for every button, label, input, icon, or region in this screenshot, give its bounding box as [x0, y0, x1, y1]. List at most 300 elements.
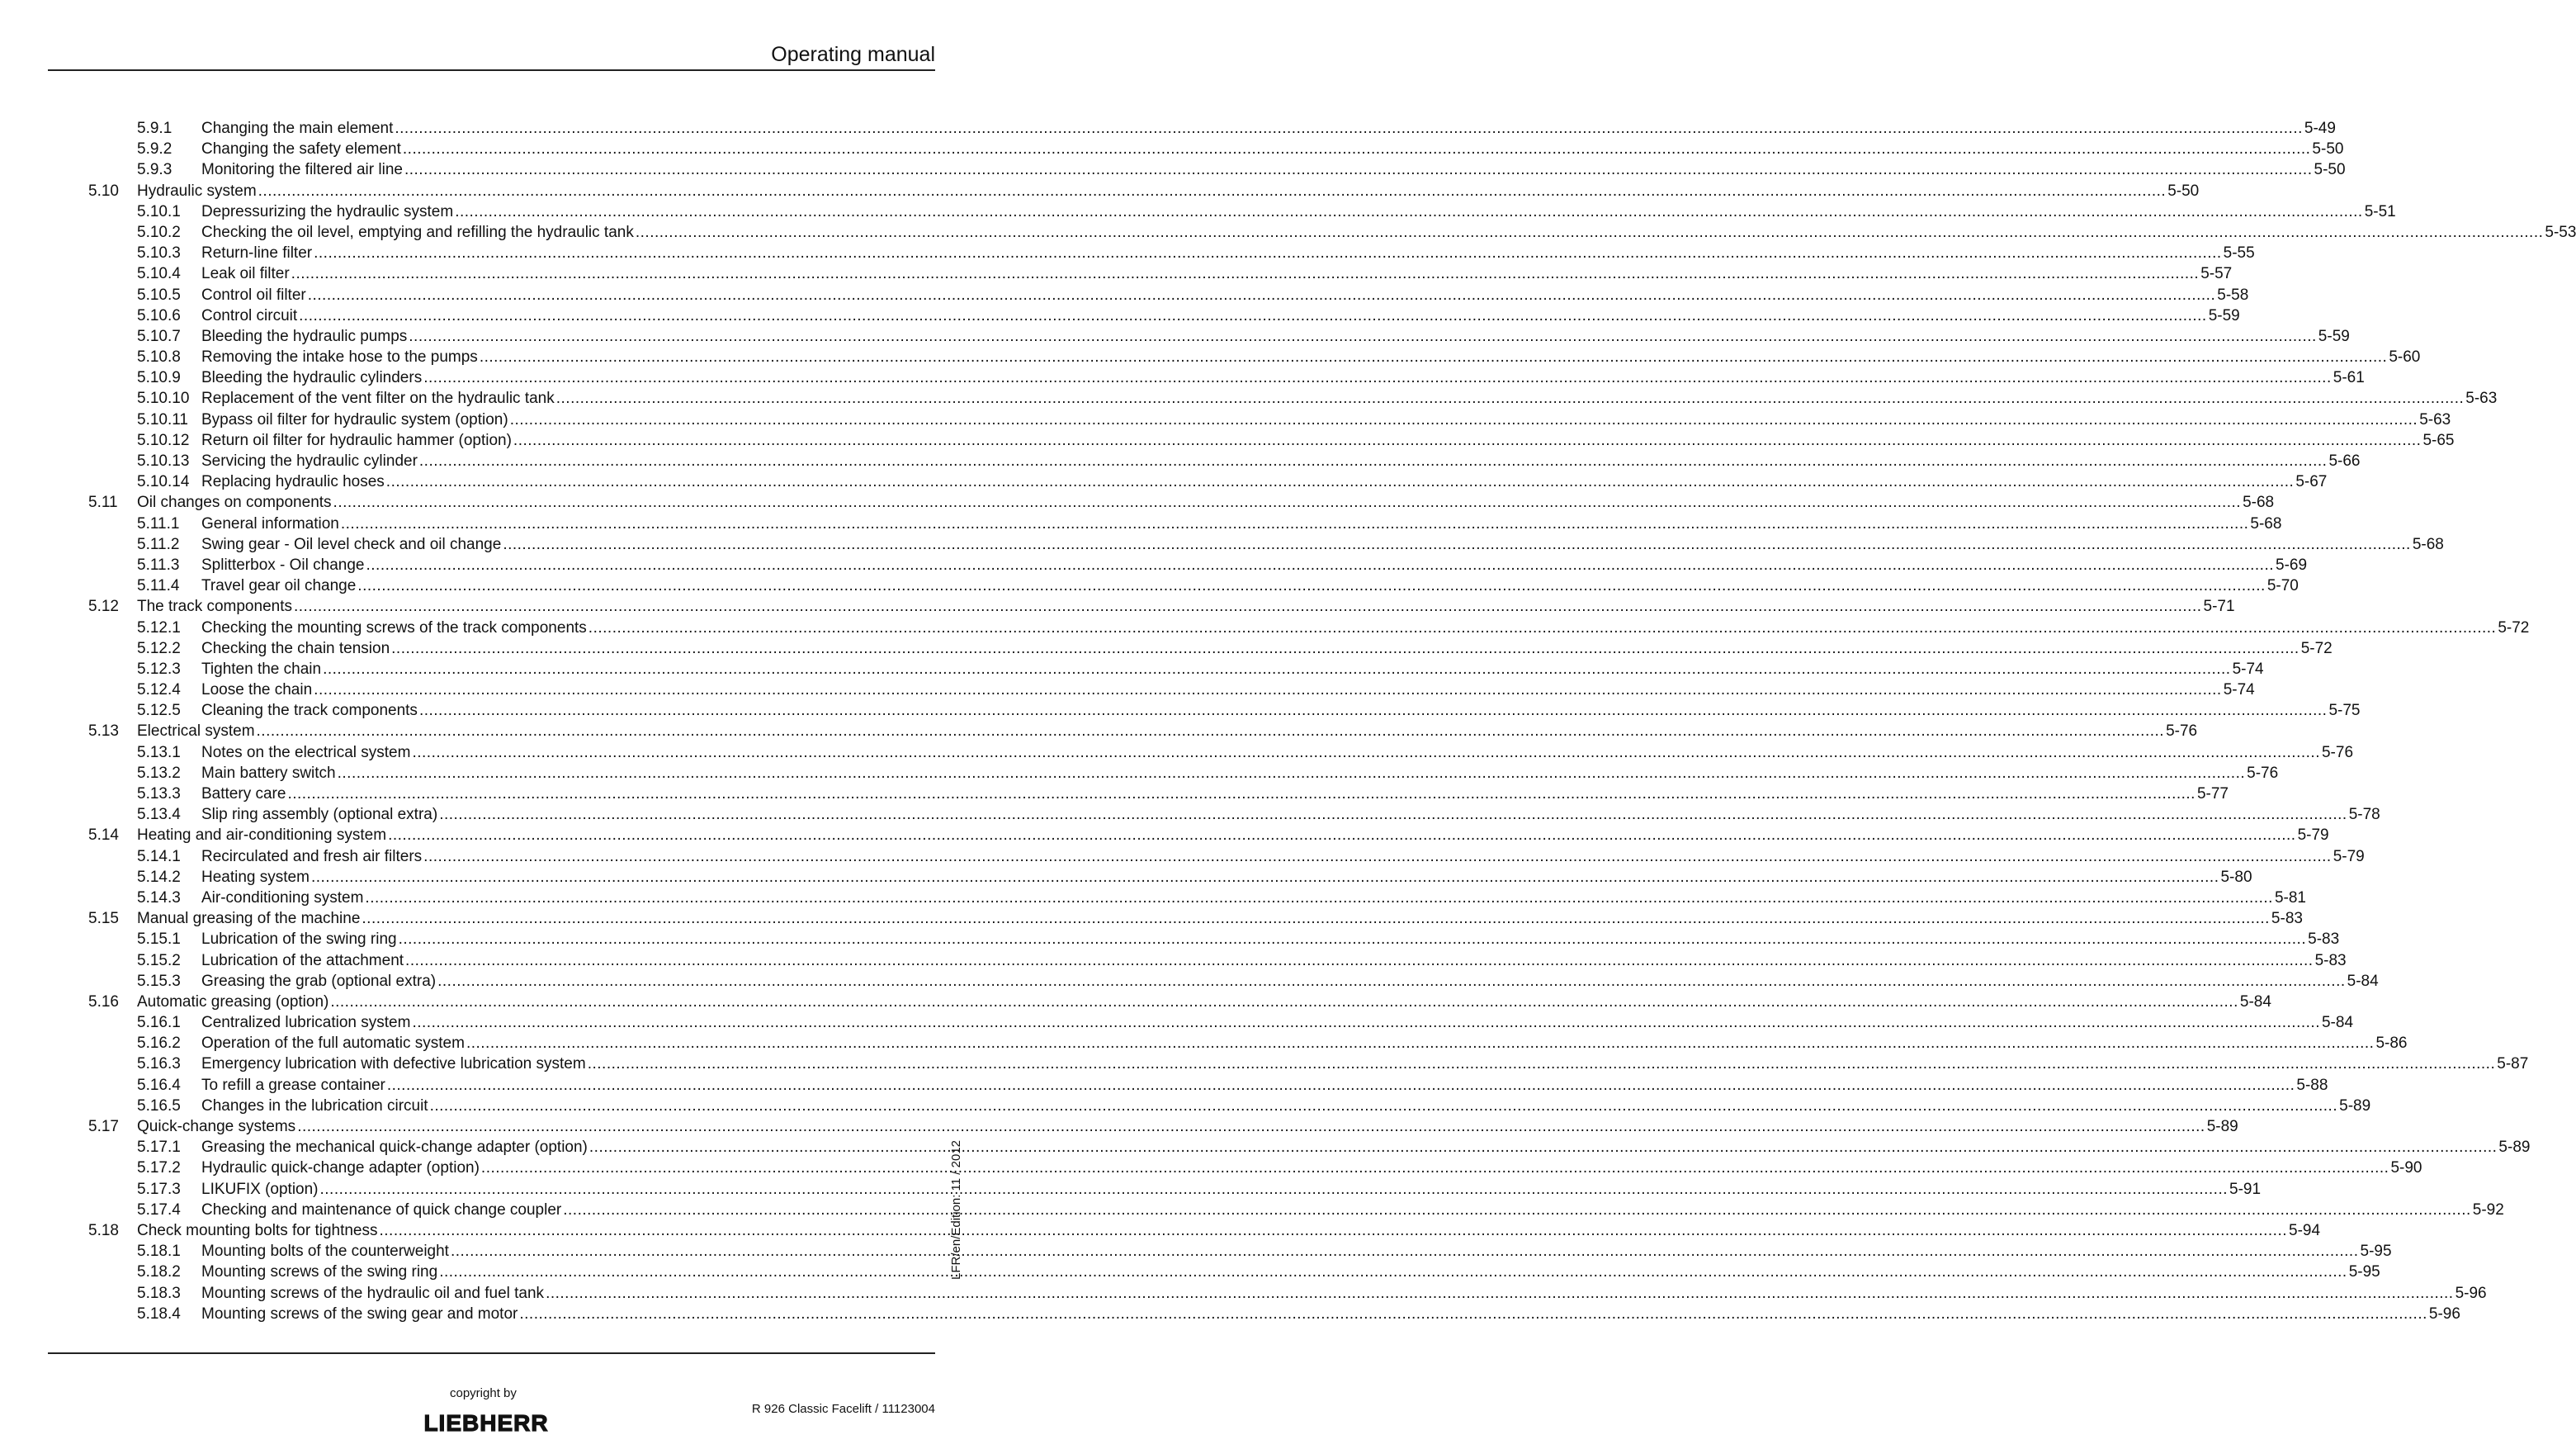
toc-entry-page: 5-50	[2314, 161, 2346, 179]
toc-entry[interactable]	[0, 326, 2350, 347]
toc-entry-number: 5.17.3	[137, 1180, 181, 1198]
toc-entry-title: Operation of the full automatic system	[201, 1035, 465, 1053]
toc-entry-line	[137, 492, 2275, 513]
dot-leader: ................................................................................................................................................................................................................................................................................................................................................................................................................	[479, 348, 2388, 367]
dot-leader: ................................................................................................................................................................................................................................................................................................................................................................................................................	[340, 514, 2249, 533]
header-rule	[48, 69, 935, 71]
toc-entry[interactable]	[0, 1012, 2354, 1033]
toc-entry[interactable]	[0, 410, 2451, 430]
toc-entry-page: 5-75	[2328, 702, 2361, 720]
dot-leader: ................................................................................................................................................................................................................................................................................................................................................................................................................	[307, 286, 2216, 304]
toc-entry-number: 5.10	[88, 182, 119, 200]
toc-entry-number: 5.9.3	[137, 161, 173, 179]
toc-entry-page: 5-68	[2250, 514, 2282, 533]
toc-entry[interactable]	[0, 555, 2308, 575]
toc-entry-number: 5.10.11	[137, 410, 188, 429]
toc-entry-page: 5-80	[2220, 868, 2252, 886]
dot-leader: ................................................................................................................................................................................................................................................................................................................................................................................................................	[357, 577, 2266, 595]
toc-entry-line	[201, 1137, 2531, 1158]
dot-leader: ................................................................................................................................................................................................................................................................................................................................................................................................................	[402, 140, 2311, 159]
toc-entry-line	[201, 784, 2229, 804]
toc-entry[interactable]	[0, 222, 2576, 243]
toc-entry[interactable]	[0, 471, 2328, 492]
toc-entry-number: 5.10.8	[137, 348, 181, 367]
toc-entry-line	[201, 1096, 2371, 1116]
toc-entry-title: Bleeding the hydraulic pumps	[201, 327, 408, 345]
toc-entry-page: 5-72	[2300, 639, 2333, 657]
toc-entry-title: To refill a grease container	[201, 1076, 385, 1094]
toc-entry-line	[201, 700, 2361, 721]
toc-entry-line	[201, 367, 2365, 388]
dot-leader: ................................................................................................................................................................................................................................................................................................................................................................................................................	[412, 743, 2320, 761]
dot-leader: ................................................................................................................................................................................................................................................................................................................................................................................................................	[314, 681, 2222, 699]
toc-entry-page: 5-60	[2389, 348, 2421, 367]
dot-leader: ................................................................................................................................................................................................................................................................................................................................................................................................................	[297, 1118, 2205, 1135]
toc-entry-line	[201, 1033, 2408, 1054]
toc-entry-page: 5-63	[2419, 410, 2451, 429]
toc-entry-line	[201, 326, 2350, 347]
dot-leader: ................................................................................................................................................................................................................................................................................................................................................................................................................	[503, 535, 2411, 553]
toc-entry-number: 5.16.2	[137, 1035, 181, 1053]
dot-leader: ................................................................................................................................................................................................................................................................................................................................................................................................................	[480, 1159, 2389, 1177]
toc-entry-number: 5.10.1	[137, 202, 181, 220]
toc-entry[interactable]	[0, 118, 2336, 139]
toc-entry-title: Checking the mounting screws of the track components	[201, 618, 587, 637]
toc-entry-number: 5.18.4	[137, 1305, 181, 1323]
toc-entry-line	[137, 181, 2200, 201]
toc-entry-page: 5-90	[2390, 1159, 2422, 1177]
toc-entry-line	[201, 1075, 2328, 1096]
toc-entry-line	[201, 451, 2361, 471]
toc-entry[interactable]	[0, 680, 2255, 700]
toc-entry-page: 5-96	[2455, 1284, 2487, 1302]
toc-entry-title: Mounting screws of the hydraulic oil and fuel tank	[201, 1284, 545, 1302]
toc-entry-title: Checking and maintenance of quick change coupler	[201, 1200, 562, 1219]
toc-entry[interactable]	[0, 1137, 2531, 1158]
toc-entry-number: 5.12.3	[137, 660, 181, 678]
toc-entry-page: 5-91	[2229, 1180, 2262, 1198]
edition-label: LFR/en/Edition: 11 / 2012	[949, 1140, 963, 1280]
toc-entry[interactable]	[0, 492, 2275, 513]
toc-entry-page: 5-71	[2203, 598, 2235, 616]
toc-entry-page: 5-92	[2472, 1200, 2504, 1219]
toc-entry-number: 5.13.2	[137, 764, 181, 782]
toc-entry[interactable]	[0, 804, 2380, 825]
toc-entry[interactable]	[0, 825, 2329, 845]
toc-entry-page: 5-68	[2243, 494, 2275, 512]
toc-entry-title: Control oil filter	[201, 286, 306, 304]
toc-entry-number: 5.10.2	[137, 223, 181, 241]
dot-leader: ................................................................................................................................................................................................................................................................................................................................................................................................................	[466, 1035, 2375, 1053]
toc-entry-line	[137, 992, 2271, 1012]
toc-entry-number: 5.14	[88, 826, 119, 845]
toc-entry[interactable]	[0, 846, 2365, 867]
toc-entry[interactable]	[0, 430, 2455, 451]
toc-entry-number: 5.10.4	[137, 265, 181, 283]
toc-entry-line	[201, 1262, 2380, 1282]
toc-entry-number: 5.12.1	[137, 618, 181, 637]
toc-entry-line	[201, 514, 2282, 534]
table-of-contents	[0, 118, 2576, 1324]
dot-leader: ................................................................................................................................................................................................................................................................................................................................................................................................................	[256, 722, 2165, 741]
toc-entry-number: 5.16	[88, 992, 119, 1011]
toc-entry-title: Checking the chain tension	[201, 639, 390, 657]
toc-entry-page: 5-76	[2321, 743, 2354, 761]
toc-entry-page: 5-86	[2375, 1035, 2408, 1053]
toc-entry[interactable]	[0, 159, 2346, 180]
toc-entry-title: Lubrication of the swing ring	[201, 930, 397, 949]
toc-entry-line	[201, 139, 2344, 159]
toc-entry-title: Travel gear oil change	[201, 577, 357, 595]
toc-entry-title: Oil changes on components	[137, 494, 332, 512]
toc-entry[interactable]	[0, 784, 2229, 804]
toc-entry[interactable]	[0, 347, 2421, 367]
toc-entry[interactable]	[0, 992, 2271, 1012]
toc-entry-title: Return oil filter for hydraulic hammer (option)	[201, 431, 512, 449]
dot-leader: ................................................................................................................................................................................................................................................................................................................................................................................................................	[412, 1014, 2320, 1032]
toc-entry[interactable]	[0, 575, 2299, 596]
toc-entry-title: Bleeding the hydraulic cylinders	[201, 369, 423, 387]
toc-entry-page: 5-59	[2318, 327, 2350, 345]
toc-entry-line	[201, 888, 2306, 908]
toc-entry-title: Mounting bolts of the counterweight	[201, 1243, 449, 1261]
liebherr-logo	[406, 1410, 566, 1435]
toc-entry-title: Notes on the electrical system	[201, 743, 411, 761]
toc-entry-title: Monitoring the filtered air line	[201, 161, 403, 179]
toc-entry-page: 5-63	[2465, 390, 2498, 408]
toc-entry[interactable]	[0, 742, 2354, 763]
toc-entry[interactable]	[0, 888, 2306, 908]
toc-entry[interactable]	[0, 1075, 2328, 1096]
toc-entry[interactable]	[0, 451, 2361, 471]
toc-entry[interactable]	[0, 285, 2249, 305]
toc-entry-page: 5-84	[2347, 972, 2379, 990]
toc-entry-line	[201, 846, 2365, 867]
toc-entry-number: 5.10.6	[137, 306, 181, 324]
toc-entry-line	[201, 201, 2396, 222]
dot-leader: ................................................................................................................................................................................................................................................................................................................................................................................................................	[587, 1055, 2496, 1073]
dot-leader: ................................................................................................................................................................................................................................................................................................................................................................................................................	[418, 702, 2328, 720]
toc-entry-title: Removing the intake hose to the pumps	[201, 348, 478, 367]
toc-entry-number: 5.10.12	[137, 431, 190, 449]
toc-entry-number: 5.12	[88, 598, 119, 616]
toc-entry-page: 5-96	[2428, 1305, 2460, 1323]
toc-entry-title: LIKUFIX (option)	[201, 1180, 319, 1198]
toc-entry-title: Manual greasing of the machine	[137, 910, 361, 928]
toc-entry[interactable]	[0, 1158, 2422, 1178]
toc-entry-line	[201, 388, 2498, 409]
toc-entry-title: Greasing the grab (optional extra)	[201, 972, 437, 990]
toc-entry-line	[201, 638, 2333, 659]
dot-leader: ................................................................................................................................................................................................................................................................................................................................................................................................................	[588, 618, 2497, 637]
toc-entry-title: Electrical system	[137, 722, 255, 741]
toc-entry-page: 5-53	[2545, 223, 2576, 241]
toc-entry-number: 5.17.1	[137, 1139, 181, 1157]
toc-entry-number: 5.11.3	[137, 556, 180, 574]
dot-leader: ................................................................................................................................................................................................................................................................................................................................................................................................................	[439, 1263, 2347, 1281]
toc-entry-page: 5-76	[2166, 722, 2198, 741]
toc-entry-number: 5.16.1	[137, 1014, 181, 1032]
toc-entry-line	[201, 575, 2299, 596]
toc-entry[interactable]	[0, 971, 2379, 992]
toc-entry-page: 5-84	[2321, 1014, 2354, 1032]
toc-entry-page: 5-59	[2208, 306, 2240, 324]
toc-entry-number: 5.16.5	[137, 1096, 181, 1115]
toc-entry-page: 5-57	[2200, 265, 2233, 283]
toc-entry-title: Centralized lubrication system	[201, 1014, 411, 1032]
toc-entry-line	[201, 971, 2379, 992]
toc-entry-title: Main battery switch	[201, 764, 336, 782]
dot-leader: ................................................................................................................................................................................................................................................................................................................................................................................................................	[405, 951, 2314, 969]
dot-leader: ................................................................................................................................................................................................................................................................................................................................................................................................................	[588, 1139, 2498, 1157]
toc-entry-line	[201, 929, 2340, 949]
toc-entry-line	[137, 825, 2329, 845]
toc-entry-number: 5.18.1	[137, 1243, 181, 1261]
toc-entry-line	[201, 263, 2233, 284]
toc-entry[interactable]	[0, 139, 2344, 159]
toc-entry-title: Battery care	[201, 785, 286, 803]
toc-entry-line	[201, 305, 2240, 326]
toc-entry-page: 5-88	[2296, 1076, 2328, 1094]
toc-entry-page: 5-89	[2206, 1118, 2238, 1135]
toc-entry[interactable]	[0, 1304, 2460, 1324]
toc-entry[interactable]	[0, 1241, 2392, 1262]
dot-leader: ................................................................................................................................................................................................................................................................................................................................................................................................................	[293, 598, 2202, 616]
toc-entry[interactable]	[0, 596, 2235, 617]
toc-entry-title: Slip ring assembly (optional extra)	[201, 806, 438, 824]
dot-leader: ................................................................................................................................................................................................................................................................................................................................................................................................................	[555, 390, 2465, 408]
dot-leader: ................................................................................................................................................................................................................................................................................................................................................................................................................	[258, 182, 2167, 200]
dot-leader: ................................................................................................................................................................................................................................................................................................................................................................................................................	[635, 223, 2544, 241]
toc-entry-page: 5-51	[2364, 202, 2396, 220]
toc-entry-page: 5-84	[2239, 992, 2271, 1011]
dot-leader: ................................................................................................................................................................................................................................................................................................................................................................................................................	[337, 764, 2246, 782]
toc-entry-line	[201, 618, 2530, 638]
toc-entry-number: 5.11.2	[137, 535, 180, 553]
toc-entry-page: 5-76	[2247, 764, 2279, 782]
dot-leader: ................................................................................................................................................................................................................................................................................................................................................................................................................	[386, 1076, 2295, 1094]
toc-entry-number: 5.15.1	[137, 930, 181, 949]
toc-entry[interactable]	[0, 659, 2264, 680]
toc-entry-number: 5.17	[88, 1118, 119, 1135]
toc-entry-title: Replacing hydraulic hoses	[201, 473, 385, 491]
toc-entry[interactable]	[0, 618, 2530, 638]
page-header-title: Operating manual	[771, 43, 935, 66]
toc-entry[interactable]	[0, 721, 2198, 741]
toc-entry-line	[137, 908, 2303, 929]
toc-entry-title: Mounting screws of the swing ring	[201, 1263, 438, 1281]
dot-leader: ................................................................................................................................................................................................................................................................................................................................................................................................................	[546, 1284, 2454, 1302]
toc-entry[interactable]	[0, 305, 2240, 326]
dot-leader: ................................................................................................................................................................................................................................................................................................................................................................................................................	[437, 972, 2346, 990]
toc-entry-line	[201, 1179, 2262, 1200]
toc-entry-number: 5.16.3	[137, 1055, 181, 1073]
toc-entry-page: 5-83	[2271, 910, 2303, 928]
dot-leader: ................................................................................................................................................................................................................................................................................................................................................................................................................	[319, 1180, 2229, 1198]
dot-leader: ................................................................................................................................................................................................................................................................................................................................................................................................................	[509, 410, 2418, 429]
toc-entry[interactable]	[0, 1116, 2238, 1137]
toc-entry-title: Hydraulic system	[137, 182, 257, 200]
dot-leader: ................................................................................................................................................................................................................................................................................................................................................................................................................	[519, 1305, 2427, 1323]
toc-entry-title: Cleaning the track components	[201, 702, 418, 720]
toc-entry-title: Splitterbox - Oil change	[201, 556, 365, 574]
toc-entry-line	[201, 659, 2264, 680]
toc-entry-number: 5.18	[88, 1221, 119, 1239]
toc-entry[interactable]	[0, 950, 2347, 971]
toc-entry-title: Changing the safety element	[201, 140, 401, 159]
toc-entry[interactable]	[0, 243, 2255, 263]
toc-entry-number: 5.12.2	[137, 639, 181, 657]
toc-entry-line	[201, 159, 2346, 180]
dot-leader: ................................................................................................................................................................................................................................................................................................................................................................................................................	[379, 1221, 2288, 1239]
dot-leader: ................................................................................................................................................................................................................................................................................................................................................................................................................	[398, 930, 2307, 949]
toc-entry[interactable]	[0, 908, 2303, 929]
toc-entry-title: Control circuit	[201, 306, 298, 324]
toc-entry[interactable]	[0, 763, 2279, 784]
dot-leader: ................................................................................................................................................................................................................................................................................................................................................................................................................	[450, 1243, 2359, 1261]
toc-entry-line	[201, 534, 2444, 555]
toc-entry-page: 5-77	[2196, 785, 2229, 803]
dot-leader: ................................................................................................................................................................................................................................................................................................................................................................................................................	[323, 660, 2231, 678]
footer-rule	[48, 1352, 935, 1354]
toc-entry-line	[201, 118, 2336, 139]
toc-entry-title: General information	[201, 514, 339, 533]
toc-entry[interactable]	[0, 514, 2282, 534]
toc-entry[interactable]	[0, 1200, 2504, 1220]
toc-entry-title: Changes in the lubrication circuit	[201, 1096, 428, 1115]
toc-entry-page: 5-50	[2312, 140, 2344, 159]
toc-entry-title: Bypass oil filter for hydraulic system (option)	[201, 410, 508, 429]
toc-entry-number: 5.13.4	[137, 806, 181, 824]
dot-leader: ................................................................................................................................................................................................................................................................................................................................................................................................................	[395, 120, 2303, 137]
toc-entry[interactable]	[0, 1179, 2262, 1200]
toc-entry-number: 5.11.4	[137, 577, 180, 595]
toc-entry-number: 5.16.4	[137, 1076, 181, 1094]
dot-leader: ................................................................................................................................................................................................................................................................................................................................................................................................................	[362, 910, 2270, 928]
toc-entry-number: 5.12.4	[137, 681, 181, 699]
toc-entry-page: 5-67	[2295, 473, 2328, 491]
dot-leader: ................................................................................................................................................................................................................................................................................................................................................................................................................	[409, 327, 2317, 345]
toc-entry-line	[201, 285, 2249, 305]
toc-entry-line	[201, 1054, 2529, 1074]
toc-entry-line	[137, 721, 2198, 741]
dot-leader: ................................................................................................................................................................................................................................................................................................................................................................................................................	[333, 494, 2242, 512]
toc-entry-title: Mounting screws of the swing gear and motor	[201, 1305, 518, 1323]
toc-entry-line	[201, 680, 2255, 700]
toc-entry[interactable]	[0, 700, 2361, 721]
toc-entry-number: 5.14.2	[137, 868, 181, 886]
toc-entry[interactable]	[0, 388, 2498, 409]
toc-entry-line	[201, 243, 2255, 263]
toc-entry-line	[201, 222, 2576, 243]
toc-entry[interactable]	[0, 367, 2365, 388]
toc-entry-title: Hydraulic quick-change adapter (option)	[201, 1159, 480, 1177]
toc-entry[interactable]	[0, 1220, 2321, 1241]
toc-entry[interactable]	[0, 263, 2233, 284]
toc-entry-page: 5-83	[2308, 930, 2340, 949]
dot-leader: ................................................................................................................................................................................................................................................................................................................................................................................................................	[330, 992, 2238, 1011]
dot-leader: ................................................................................................................................................................................................................................................................................................................................................................................................................	[513, 431, 2422, 449]
toc-entry-number: 5.10.10	[137, 390, 190, 408]
toc-entry[interactable]	[0, 181, 2200, 201]
toc-entry-page: 5-78	[2348, 806, 2380, 824]
dot-leader: ................................................................................................................................................................................................................................................................................................................................................................................................................	[310, 868, 2219, 886]
toc-entry-title: Lubrication of the attachment	[201, 951, 404, 969]
dot-leader: ................................................................................................................................................................................................................................................................................................................................................................................................................	[439, 806, 2347, 824]
toc-entry[interactable]	[0, 867, 2252, 888]
toc-entry-page: 5-94	[2289, 1221, 2321, 1239]
toc-entry-number: 5.13	[88, 722, 119, 741]
toc-entry-page: 5-74	[2223, 681, 2255, 699]
toc-entry-number: 5.15.3	[137, 972, 181, 990]
toc-entry-number: 5.9.1	[137, 120, 173, 137]
toc-entry-title: Air-conditioning system	[201, 888, 364, 907]
toc-entry-page: 5-69	[2276, 556, 2308, 574]
toc-entry[interactable]	[0, 1283, 2487, 1304]
toc-entry-number: 5.12.5	[137, 702, 181, 720]
toc-entry[interactable]	[0, 534, 2444, 555]
toc-entry-line	[201, 1304, 2460, 1324]
toc-entry-number: 5.13.3	[137, 785, 181, 803]
toc-entry-line	[201, 1241, 2392, 1262]
toc-entry-line	[201, 763, 2279, 784]
toc-entry-title: Depressurizing the hydraulic system	[201, 202, 454, 220]
toc-entry-number: 5.18.2	[137, 1263, 181, 1281]
toc-entry-number: 5.10.14	[137, 473, 190, 491]
toc-entry[interactable]	[0, 201, 2396, 222]
dot-leader: ................................................................................................................................................................................................................................................................................................................................................................................................................	[299, 306, 2207, 324]
toc-entry-title: Loose the chain	[201, 681, 313, 699]
toc-entry-title: Greasing the mechanical quick-change adapter (option)	[201, 1139, 588, 1157]
toc-entry-line	[201, 804, 2380, 825]
toc-entry[interactable]	[0, 1054, 2529, 1074]
dot-leader: ................................................................................................................................................................................................................................................................................................................................................................................................................	[365, 888, 2273, 907]
toc-entry-page: 5-55	[2223, 244, 2255, 263]
toc-entry-page: 5-72	[2498, 618, 2530, 637]
toc-entry[interactable]	[0, 638, 2333, 659]
toc-entry-number: 5.14.3	[137, 888, 181, 907]
toc-entry[interactable]	[0, 929, 2340, 949]
dot-leader: ................................................................................................................................................................................................................................................................................................................................................................................................................	[366, 556, 2275, 574]
toc-entry-page: 5-81	[2274, 888, 2306, 907]
toc-entry[interactable]	[0, 1033, 2408, 1054]
dot-leader: ................................................................................................................................................................................................................................................................................................................................................................................................................	[314, 244, 2222, 263]
toc-entry-title: Return-line filter	[201, 244, 313, 263]
toc-entry-line	[201, 1283, 2487, 1304]
dot-leader: ................................................................................................................................................................................................................................................................................................................................................................................................................	[418, 452, 2328, 470]
toc-entry-number: 5.10.13	[137, 452, 190, 470]
toc-entry-number: 5.11	[88, 494, 118, 512]
toc-entry-title: Changing the main element	[201, 120, 394, 137]
toc-entry-number: 5.10.5	[137, 286, 181, 304]
toc-entry-line	[201, 742, 2354, 763]
dot-leader: ................................................................................................................................................................................................................................................................................................................................................................................................................	[429, 1096, 2338, 1115]
toc-entry-number: 5.15	[88, 910, 119, 928]
toc-entry[interactable]	[0, 1096, 2371, 1116]
toc-entry-number: 5.17.4	[137, 1200, 181, 1219]
toc-entry-title: Leak oil filter	[201, 265, 290, 283]
toc-entry[interactable]	[0, 1262, 2380, 1282]
toc-entry-line	[137, 1220, 2321, 1241]
toc-entry-page: 5-65	[2422, 431, 2455, 449]
toc-entry-title: Replacement of the vent filter on the hydraulic tank	[201, 390, 555, 408]
toc-entry-number: 5.13.1	[137, 743, 181, 761]
toc-entry-line	[201, 555, 2308, 575]
toc-entry-number: 5.17.2	[137, 1159, 181, 1177]
toc-entry-page: 5-87	[2497, 1055, 2529, 1073]
dot-leader: ................................................................................................................................................................................................................................................................................................................................................................................................................	[385, 473, 2295, 491]
dot-leader: ................................................................................................................................................................................................................................................................................................................................................................................................................	[391, 639, 2299, 657]
